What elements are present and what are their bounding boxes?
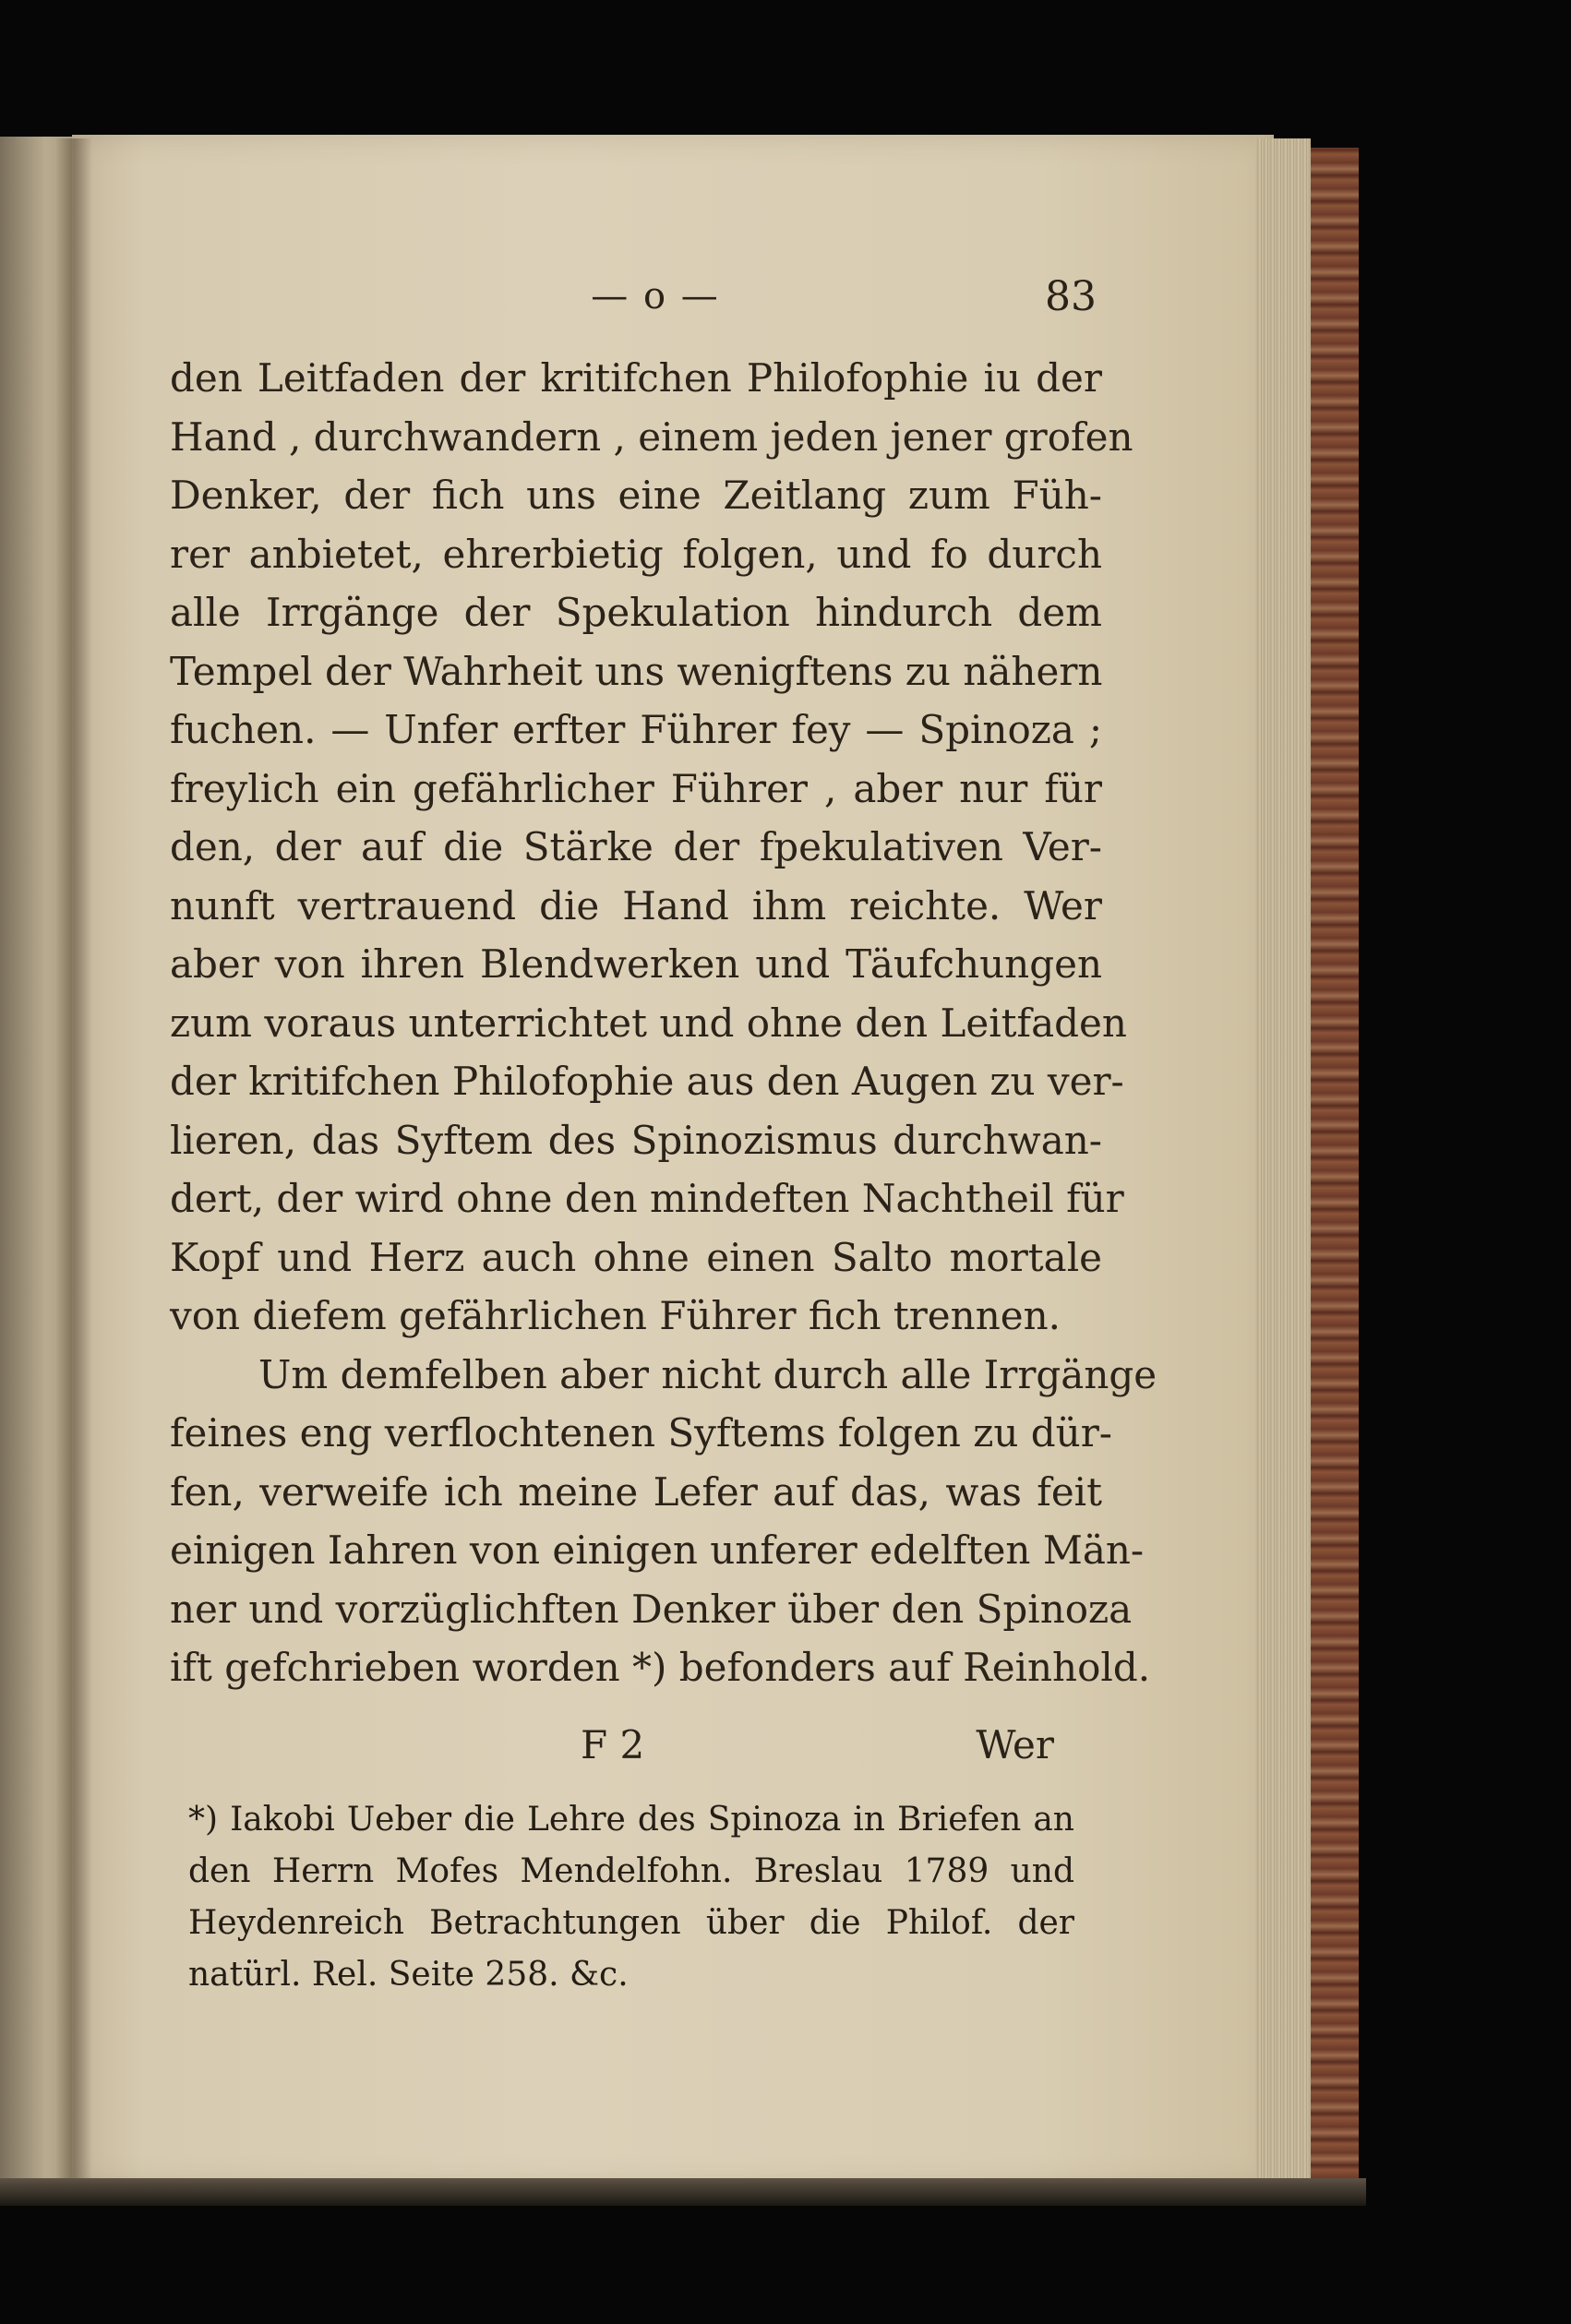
text-line: Um demfelben aber nicht durch alle Irrgänge [258, 1351, 1157, 1397]
body-text [170, 349, 1157, 1697]
text-line: ner und vorzüglichften Denker über den Spinoza [170, 1586, 1133, 1632]
text-line: von diefem gefährlichen Führer fich trennen. [170, 1293, 1061, 1338]
text-line: fuchen. — Unfer erfter Führer fey — Spinoza ; [170, 707, 1102, 752]
text-line: dert, der wird ohne den mindeften Nachtheil für [170, 1176, 1124, 1221]
text-line: Tempel der Wahrheit uns wenigftens zu nähern [170, 648, 1103, 694]
text-line: einigen Iahren von einigen unferer edelften Män- [170, 1527, 1145, 1573]
text-line: Hand , durchwandern , einem jeden jener grofen [170, 413, 1133, 460]
text-line: zum voraus unterrichtet und ohne den Leitfaden [170, 1000, 1127, 1046]
text-line: rer anbietet, ehrerbietig folgen, und fo durch [170, 531, 1102, 577]
cover-board-edge [1311, 148, 1359, 2178]
bottom-shadow [0, 2178, 1366, 2206]
footnote-line: Heydenreich Betrachtungen über die Philof. der [188, 1904, 1074, 1942]
page-number: 83 [1045, 273, 1097, 320]
text-line: alle Irrgänge der Spekulation hindurch dem [170, 590, 1102, 635]
text-line: Kopf und Herz auch ohne einen Salto mortale [170, 1234, 1102, 1280]
text-line: feines eng verflochtenen Syftems folgen zu dür- [170, 1410, 1113, 1455]
text-line: ift gefchrieben worden *) befonders auf Reinhold. [170, 1645, 1151, 1690]
footnote [188, 1794, 1074, 2001]
text-line: nunft vertrauend die Hand ihm reichte. Wer [170, 882, 1102, 928]
footnote-line: *) Iakobi Ueber die Lehre des Spinoza in Briefen an [188, 1801, 1074, 1839]
page-stack-edge [1255, 138, 1311, 2183]
text-line: aber von ihren Blendwerken und Täufchungen [170, 941, 1102, 987]
signature-row [170, 1722, 1102, 1778]
text-line: lieren, das Syftem des Spinozismus durchwan- [170, 1117, 1102, 1163]
footnote-line: den Herrn Mofes Mendelfohn. Breslau 1789 und [188, 1852, 1074, 1890]
footnote-line: natürl. Rel. Seite 258. &c. [188, 1956, 629, 1994]
text-line: der kritifchen Philofophie aus den Augen zu ver- [170, 1059, 1124, 1104]
catchword: Wer [976, 1722, 1054, 1767]
running-header-ornament: — o — [591, 275, 720, 317]
text-line: den, der auf die Stärke der fpekulativen Ver- [170, 824, 1102, 869]
text-line: freylich ein gefährlicher Führer , aber nur für [170, 765, 1102, 811]
text-line: fen, verweife ich meine Lefer auf das, was feit [170, 1468, 1102, 1515]
signature-mark: F 2 [581, 1722, 645, 1767]
text-line: Denker, der fich uns eine Zeitlang zum Füh- [170, 473, 1102, 518]
text-line: den Leitfaden der kritifchen Philofophie iu der [170, 355, 1102, 401]
gutter-shadow [55, 138, 92, 2192]
